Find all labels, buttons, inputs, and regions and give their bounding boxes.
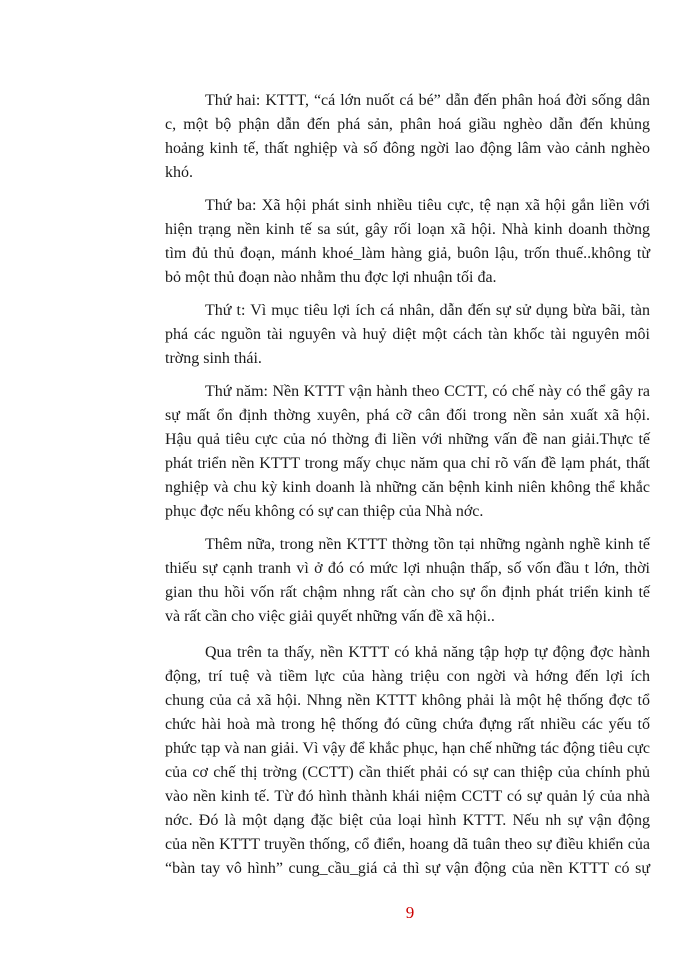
paragraph-1-line-1: Thứ hai: KTTT, “cá lớn nuốt cá bé” dẫn đến phân hoá đời sống dân <box>205 92 650 109</box>
paragraph-6-line-7: vào nền kinh tế. Từ đó hình thành khái niệm CCTT có sự quản lý của nhà <box>165 788 650 805</box>
paragraph-3-line-1: Thứ t: Vì mục tiêu lợi ích cá nhân, dẫn đến sự sử dụng bừa bãi, tàn <box>205 302 650 319</box>
paragraph-2-line-3: tìm đủ thủ đoạn, mánh khoé_làm hàng giả, buôn lậu, trốn thuế..không từ <box>165 245 650 262</box>
page-number: 9 <box>405 903 415 922</box>
paragraph-4-line-5: nghiệp và chu kỳ kinh doanh là những căn bệnh kinh niên không thể khắc <box>165 479 650 496</box>
paragraph-4-line-4: phát triển nền KTTT trong mấy chục năm qua chỉ rõ vấn đề lạm phát, thất <box>165 455 650 472</box>
paragraph-4-line-2: sự mất ổn định thờng xuyên, phá cỡ cân đối trong nền sản xuất xã hội. <box>165 407 650 424</box>
paragraph-1-line-4: khó. <box>165 164 193 181</box>
paragraph-3-line-2: phá các nguồn tài nguyên và huỷ diệt một cách tàn khốc tài nguyên môi <box>165 326 650 343</box>
paragraph-4-line-1: Thứ năm: Nền KTTT vận hành theo CCTT, có chế này có thể gây ra <box>205 383 650 400</box>
paragraph-6-line-1: Qua trên ta thấy, nền KTTT có khả năng tập hợp tự động đợc hành <box>205 644 650 661</box>
paragraph-6-line-3: chung của cả xã hội. Nhng nền KTTT không phải là một hệ thống đợc tổ <box>165 692 650 709</box>
paragraph-1-line-2: c, một bộ phận dẫn đến phá sản, phân hoá giầu nghèo dẫn đến khủng <box>165 116 650 133</box>
paragraph-6-line-9: của nền KTTT truyền thống, cổ điển, hoang dã tuân theo sự điều khiển của <box>165 836 650 853</box>
paragraph-6-line-2: động, trí tuệ và tiềm lực của hàng triệu con ngời và hớng đến lợi ích <box>165 668 650 685</box>
paragraph-6-line-8: nớc. Đó là một dạng đặc biệt của loại hình KTTT. Nếu nh sự vận động <box>165 812 650 829</box>
paragraph-6-line-6: của cơ chế thị trờng (CCTT) cần thiết phải có sự can thiệp của chính phủ <box>165 764 650 781</box>
paragraph-4-line-3: Hậu quả tiêu cực của nó thờng đi liền với những vấn đề nan giải.Thực tế <box>165 431 650 448</box>
paragraph-1-line-3: hoảng kinh tế, thất nghiệp và số đông ngời lao động lâm vào cảnh nghèo <box>165 140 650 157</box>
paragraph-5-line-4: và rất cần cho việc giải quyết những vấn đề xã hội.. <box>165 608 495 625</box>
paragraph-4-line-6: phục đợc nếu không có sự can thiệp của Nhà nớc. <box>165 503 484 520</box>
paragraph-3-line-3: trờng sinh thái. <box>165 350 262 367</box>
paragraph-5-line-3: gian thu hồi vốn rất chậm nhng rất càn cho sự ổn định phát triển kinh tế <box>165 584 650 601</box>
paragraph-5-line-1: Thêm nữa, trong nền KTTT thờng tồn tại những ngành nghề kinh tế <box>205 536 650 553</box>
paragraph-5-line-2: thiếu sự cạnh tranh vì ở đó có mức lợi nhuận thấp, số vốn đầu t lớn, thời <box>165 560 650 577</box>
paragraph-6-line-4: chức hài hoà mà trong hệ thống đó cũng chứa đựng rất nhiều các yếu tố <box>165 716 650 733</box>
paragraph-2-line-2: hiện trạng nền kinh tế sa sút, gây rối loạn xã hội. Nhà kinh doanh thờng <box>165 221 650 238</box>
paragraph-2-line-1: Thứ ba: Xã hội phát sinh nhiều tiêu cực, tệ nạn xã hội gắn liền với <box>205 197 650 214</box>
paragraph-6-line-5: phức tạp và nan giải. Vì vậy để khắc phục, hạn chế những tác động tiêu cực <box>165 740 650 757</box>
paragraph-2-line-4: bỏ một thủ đoạn nào nhằm thu đợc lợi nhuận tối đa. <box>165 269 497 286</box>
paragraph-6-line-10: “bàn tay vô hình” cung_cầu_giá cả thì sự vận động của nền KTTT có sự <box>165 860 650 877</box>
